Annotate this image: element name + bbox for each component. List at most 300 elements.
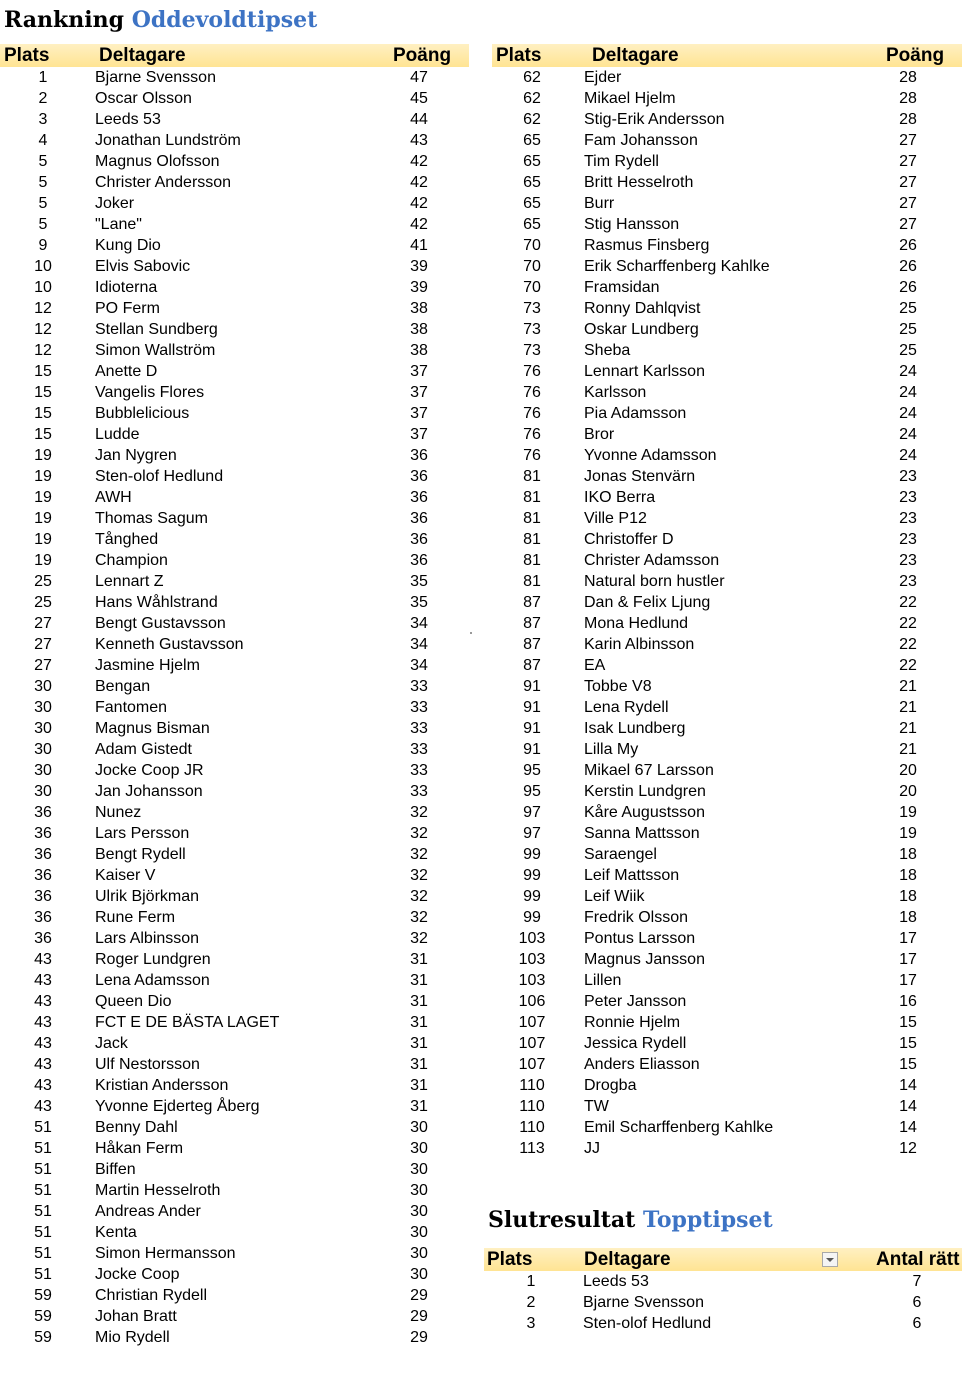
- participant-cell: Sten-olof Hedlund: [583, 1315, 712, 1332]
- table-row: [0, 340, 469, 361]
- points-cell: 26: [899, 279, 917, 296]
- rank-cell: 81: [523, 552, 541, 569]
- rank-cell: 9: [38, 237, 48, 254]
- table-row: [0, 361, 469, 382]
- rank-cell: 36: [34, 888, 52, 905]
- table-row: [0, 319, 469, 340]
- rank-cell: 15: [34, 384, 52, 401]
- rank-cell: 5: [38, 195, 48, 212]
- participant-cell: Lennart Karlsson: [584, 363, 705, 380]
- points-cell: 42: [410, 174, 428, 191]
- rank-cell: 3: [526, 1315, 536, 1332]
- table-row: [484, 1271, 962, 1292]
- rank-cell: 103: [518, 951, 546, 968]
- points-cell: 25: [899, 321, 917, 338]
- participant-cell: Lillen: [584, 972, 622, 989]
- table-row: [492, 571, 962, 592]
- participant-cell: Tim Rydell: [584, 153, 659, 170]
- points-cell: 15: [899, 1056, 917, 1073]
- points-cell: 36: [410, 468, 428, 485]
- rank-cell: 99: [523, 888, 541, 905]
- rank-cell: 73: [523, 300, 541, 317]
- participant-cell: Nunez: [95, 804, 142, 821]
- participant-cell: Jack: [95, 1035, 128, 1052]
- participant-cell: Jocke Coop JR: [95, 762, 204, 779]
- participant-cell: AWH: [95, 489, 132, 506]
- participant-cell: Lena Adamsson: [95, 972, 210, 989]
- table-row: [0, 886, 469, 907]
- table-row: [492, 256, 962, 277]
- participant-cell: Mona Hedlund: [584, 615, 689, 632]
- participant-cell: Jonas Stenvärn: [584, 468, 696, 485]
- rank-cell: 81: [523, 531, 541, 548]
- points-cell: 26: [899, 258, 917, 275]
- participant-cell: Johan Bratt: [95, 1308, 177, 1325]
- rank-cell: 65: [523, 195, 541, 212]
- rank-cell: 70: [523, 279, 541, 296]
- points-cell: 36: [410, 531, 428, 548]
- participant-cell: Karin Albinsson: [584, 636, 695, 653]
- participant-cell: PO Ferm: [95, 300, 160, 317]
- table-row: [0, 130, 469, 151]
- rank-cell: 65: [523, 132, 541, 149]
- ranking-table-right-header: [492, 44, 962, 67]
- rank-cell: 107: [518, 1014, 546, 1031]
- rank-cell: 19: [34, 552, 52, 569]
- participant-cell: Elvis Sabovic: [95, 258, 191, 275]
- table-row: [0, 256, 469, 277]
- points-cell: 32: [410, 867, 428, 884]
- participant-cell: Kung Dio: [95, 237, 161, 254]
- points-cell: 25: [899, 342, 917, 359]
- rank-cell: 1: [526, 1273, 536, 1290]
- participant-cell: Fantomen: [95, 699, 168, 716]
- points-cell: 21: [899, 678, 917, 695]
- participant-cell: JJ: [584, 1140, 600, 1157]
- header-deltagare: Deltagare: [592, 45, 679, 66]
- table-row: [492, 172, 962, 193]
- points-cell: 20: [899, 762, 917, 779]
- table-row: [0, 949, 469, 970]
- rank-cell: 81: [523, 489, 541, 506]
- points-cell: 14: [899, 1077, 917, 1094]
- points-cell: 30: [410, 1161, 428, 1178]
- rank-cell: 36: [34, 846, 52, 863]
- participant-cell: Magnus Bisman: [95, 720, 210, 737]
- rank-cell: 1: [38, 69, 48, 86]
- header-plats: Plats: [496, 45, 542, 66]
- rank-cell: 76: [523, 363, 541, 380]
- participant-cell: Ejder: [584, 69, 622, 86]
- participant-cell: Ulf Nestorsson: [95, 1056, 200, 1073]
- table-row: [492, 550, 962, 571]
- points-cell: 29: [410, 1287, 428, 1304]
- table-row: [492, 739, 962, 760]
- participant-cell: Isak Lundberg: [584, 720, 686, 737]
- table-row: [0, 676, 469, 697]
- points-cell: 27: [899, 132, 917, 149]
- table-row: [0, 760, 469, 781]
- participant-cell: Bror: [584, 426, 615, 443]
- points-cell: 23: [899, 510, 917, 527]
- participant-cell: Champion: [95, 552, 168, 569]
- points-cell: 34: [410, 657, 428, 674]
- participant-cell: Mikael 67 Larsson: [584, 762, 714, 779]
- header-antal-ratt: Antal rätt: [876, 1249, 960, 1270]
- table-row: [492, 529, 962, 550]
- points-cell: 33: [410, 762, 428, 779]
- table-row: [492, 298, 962, 319]
- rank-cell: 2: [526, 1294, 536, 1311]
- points-cell: 21: [899, 699, 917, 716]
- points-cell: 32: [410, 825, 428, 842]
- table-row: [492, 1054, 962, 1075]
- rank-cell: 110: [519, 1119, 545, 1136]
- table-row: [492, 445, 962, 466]
- rank-cell: 51: [34, 1203, 52, 1220]
- points-cell: 33: [410, 699, 428, 716]
- table-row: [0, 508, 469, 529]
- participant-cell: Jonathan Lundström: [95, 132, 241, 149]
- participant-cell: Andreas Ander: [95, 1203, 201, 1220]
- topptipset-title: [488, 1206, 773, 1234]
- participant-cell: Saraengel: [584, 846, 657, 863]
- rank-cell: 62: [523, 111, 541, 128]
- points-cell: 14: [899, 1098, 917, 1115]
- table-row: [492, 151, 962, 172]
- table-row: [492, 109, 962, 130]
- participant-cell: Hans Wåhlstrand: [95, 594, 218, 611]
- table-row: [0, 172, 469, 193]
- table-row: [492, 697, 962, 718]
- points-cell: 39: [410, 258, 428, 275]
- participant-cell: Dan & Felix Ljung: [584, 594, 711, 611]
- rank-cell: 107: [518, 1035, 546, 1052]
- rank-cell: 62: [523, 69, 541, 86]
- table-row: [484, 1292, 962, 1313]
- participant-cell: Håkan Ferm: [95, 1140, 184, 1157]
- table-row: [0, 970, 469, 991]
- table-row: [0, 403, 469, 424]
- points-cell: 30: [410, 1140, 428, 1157]
- table-row: [0, 1264, 469, 1285]
- table-row: [0, 718, 469, 739]
- table-row: [492, 319, 962, 340]
- rank-cell: 73: [523, 342, 541, 359]
- rank-cell: 59: [34, 1308, 52, 1325]
- points-cell: 41: [410, 237, 428, 254]
- participant-cell: Peter Jansson: [584, 993, 687, 1010]
- table-row: [492, 214, 962, 235]
- table-row: [0, 571, 469, 592]
- rank-cell: 43: [34, 1077, 52, 1094]
- table-row: [492, 718, 962, 739]
- participant-cell: Magnus Jansson: [584, 951, 705, 968]
- points-cell: 32: [410, 846, 428, 863]
- rank-cell: 65: [523, 216, 541, 233]
- participant-cell: Stig Hansson: [584, 216, 680, 233]
- participant-cell: Simon Hermansson: [95, 1245, 236, 1262]
- participant-cell: Rune Ferm: [95, 909, 176, 926]
- table-row: [492, 1033, 962, 1054]
- participant-cell: Yvonne Ejderteg Åberg: [95, 1098, 260, 1115]
- table-row: [492, 466, 962, 487]
- table-row: [0, 151, 469, 172]
- rank-cell: 15: [34, 405, 52, 422]
- rank-cell: 36: [34, 909, 52, 926]
- participant-cell: Fredrik Olsson: [584, 909, 689, 926]
- points-cell: 31: [410, 1077, 428, 1094]
- points-cell: 28: [899, 111, 917, 128]
- rank-cell: 36: [34, 930, 52, 947]
- table-row: [492, 865, 962, 886]
- rank-cell: 76: [523, 426, 541, 443]
- rank-cell: 27: [34, 657, 52, 674]
- table-row: [0, 928, 469, 949]
- participant-cell: Joker: [95, 195, 135, 212]
- points-cell: 23: [899, 468, 917, 485]
- participant-cell: Bubblelicious: [95, 405, 190, 422]
- rank-cell: 113: [519, 1140, 545, 1157]
- points-cell: 15: [899, 1035, 917, 1052]
- topptipset-title-prefix: Slutresultat: [488, 1207, 636, 1233]
- rank-cell: 97: [523, 804, 541, 821]
- points-cell: 7: [912, 1273, 922, 1290]
- participant-cell: Christoffer D: [584, 531, 674, 548]
- rank-cell: 43: [34, 993, 52, 1010]
- points-cell: 22: [899, 615, 917, 632]
- participant-cell: Anders Eliasson: [584, 1056, 700, 1073]
- points-cell: 31: [410, 972, 428, 989]
- rank-cell: 51: [34, 1224, 52, 1241]
- rank-cell: 30: [34, 762, 52, 779]
- rank-cell: 43: [34, 1035, 52, 1052]
- participant-cell: Sheba: [584, 342, 631, 359]
- points-cell: 30: [410, 1266, 428, 1283]
- points-cell: 39: [410, 279, 428, 296]
- filter-dropdown-button[interactable]: [822, 1252, 838, 1267]
- participant-cell: Oskar Lundberg: [584, 321, 699, 338]
- table-row: [0, 907, 469, 928]
- points-cell: 24: [899, 447, 917, 464]
- points-cell: 24: [899, 426, 917, 443]
- points-cell: 30: [410, 1203, 428, 1220]
- participant-cell: Ludde: [95, 426, 140, 443]
- points-cell: 17: [899, 930, 917, 947]
- page-title: [4, 6, 317, 34]
- participant-cell: Anette D: [95, 363, 158, 380]
- table-row: [0, 1117, 469, 1138]
- participant-cell: Christian Rydell: [95, 1287, 208, 1304]
- participant-cell: Martin Hesselroth: [95, 1182, 221, 1199]
- rank-cell: 103: [518, 930, 546, 947]
- rank-cell: 5: [38, 216, 48, 233]
- participant-cell: Pontus Larsson: [584, 930, 696, 947]
- participant-cell: Lars Persson: [95, 825, 190, 842]
- points-cell: 14: [899, 1119, 917, 1136]
- rank-cell: 91: [523, 678, 541, 695]
- points-cell: 29: [410, 1308, 428, 1325]
- rank-cell: 59: [34, 1287, 52, 1304]
- participant-cell: Stig-Erik Andersson: [584, 111, 725, 128]
- rank-cell: 19: [34, 531, 52, 548]
- table-row: [0, 1222, 469, 1243]
- table-row: [492, 1012, 962, 1033]
- participant-cell: Kenta: [95, 1224, 137, 1241]
- participant-cell: Jan Nygren: [95, 447, 177, 464]
- table-row: [492, 424, 962, 445]
- participant-cell: Jessica Rydell: [584, 1035, 687, 1052]
- points-cell: 27: [899, 174, 917, 191]
- participant-cell: Natural born hustler: [584, 573, 725, 590]
- points-cell: 30: [410, 1245, 428, 1262]
- table-row: [0, 613, 469, 634]
- rank-cell: 25: [34, 573, 52, 590]
- table-row: [484, 1313, 962, 1334]
- points-cell: 32: [410, 888, 428, 905]
- participant-cell: Rasmus Finsberg: [584, 237, 710, 254]
- table-row: [0, 592, 469, 613]
- table-row: [492, 382, 962, 403]
- rank-cell: 4: [38, 132, 48, 149]
- table-row: [492, 886, 962, 907]
- rank-cell: 110: [519, 1077, 545, 1094]
- table-row: [0, 235, 469, 256]
- participant-cell: Kerstin Lundgren: [584, 783, 706, 800]
- rank-cell: 36: [34, 867, 52, 884]
- rank-cell: 65: [523, 174, 541, 191]
- points-cell: 18: [899, 909, 917, 926]
- points-cell: 31: [410, 1014, 428, 1031]
- table-row: [0, 1138, 469, 1159]
- participant-cell: Magnus Olofsson: [95, 153, 220, 170]
- header-deltagare: Deltagare: [584, 1249, 671, 1270]
- points-cell: 19: [899, 804, 917, 821]
- participant-cell: Tånghed: [95, 531, 159, 548]
- participant-cell: Stellan Sundberg: [95, 321, 218, 338]
- header-plats: Plats: [487, 1249, 533, 1270]
- participant-cell: Drogba: [584, 1077, 637, 1094]
- page-title-prefix: Rankning: [4, 7, 125, 33]
- table-row: [0, 298, 469, 319]
- participant-cell: Idioterna: [95, 279, 158, 296]
- header-deltagare: Deltagare: [99, 45, 186, 66]
- rank-cell: 30: [34, 699, 52, 716]
- table-row: [0, 424, 469, 445]
- table-row: [0, 1096, 469, 1117]
- points-cell: 32: [410, 804, 428, 821]
- rank-cell: 19: [34, 447, 52, 464]
- points-cell: 31: [410, 1056, 428, 1073]
- table-row: [492, 193, 962, 214]
- table-row: [0, 193, 469, 214]
- rank-cell: 25: [34, 594, 52, 611]
- table-row: [492, 1075, 962, 1096]
- participant-cell: Kaiser V: [95, 867, 156, 884]
- table-row: [0, 1327, 469, 1348]
- header-poang: Poäng: [393, 45, 452, 66]
- participant-cell: Lars Albinsson: [95, 930, 200, 947]
- participant-cell: Bengt Rydell: [95, 846, 186, 863]
- table-row: [0, 445, 469, 466]
- table-row: [492, 949, 962, 970]
- table-row: [492, 928, 962, 949]
- table-row: [0, 1243, 469, 1264]
- points-cell: 43: [410, 132, 428, 149]
- participant-cell: Lennart Z: [95, 573, 164, 590]
- rank-cell: 30: [34, 678, 52, 695]
- table-row: [0, 1180, 469, 1201]
- rank-cell: 81: [523, 573, 541, 590]
- points-cell: 27: [899, 216, 917, 233]
- table-row: [0, 634, 469, 655]
- rank-cell: 30: [34, 783, 52, 800]
- table-row: [492, 277, 962, 298]
- table-row: [492, 235, 962, 256]
- table-row: [0, 1054, 469, 1075]
- rank-cell: 106: [518, 993, 546, 1010]
- participant-cell: Roger Lundgren: [95, 951, 211, 968]
- participant-cell: Lilla My: [584, 741, 639, 758]
- table-row: [0, 1306, 469, 1327]
- points-cell: 38: [410, 342, 428, 359]
- rank-cell: 30: [34, 720, 52, 737]
- rank-cell: 103: [518, 972, 546, 989]
- participant-cell: Adam Gistedt: [95, 741, 192, 758]
- rank-cell: 43: [34, 1014, 52, 1031]
- rank-cell: 51: [34, 1161, 52, 1178]
- participant-cell: Pia Adamsson: [584, 405, 687, 422]
- participant-cell: Thomas Sagum: [95, 510, 208, 527]
- rank-cell: 12: [34, 300, 52, 317]
- points-cell: 35: [410, 594, 428, 611]
- rank-cell: 51: [34, 1245, 52, 1262]
- participant-cell: Ronny Dahlqvist: [584, 300, 701, 317]
- rank-cell: 99: [523, 867, 541, 884]
- table-row: [492, 1096, 962, 1117]
- participant-cell: Kåre Augustsson: [584, 804, 705, 821]
- rank-cell: 10: [34, 258, 52, 275]
- rank-cell: 15: [34, 426, 52, 443]
- table-row: [492, 655, 962, 676]
- rank-cell: 36: [34, 825, 52, 842]
- rank-cell: 87: [523, 615, 541, 632]
- points-cell: 23: [899, 552, 917, 569]
- participant-cell: Burr: [584, 195, 615, 212]
- table-row: [492, 781, 962, 802]
- participant-cell: Sten-olof Hedlund: [95, 468, 224, 485]
- points-cell: 24: [899, 363, 917, 380]
- points-cell: 37: [410, 363, 428, 380]
- rank-cell: 59: [34, 1329, 52, 1346]
- rank-cell: 19: [34, 489, 52, 506]
- participant-cell: Tobbe V8: [584, 678, 652, 695]
- rank-cell: 97: [523, 825, 541, 842]
- participant-cell: Leif Mattsson: [584, 867, 680, 884]
- table-row: [492, 403, 962, 424]
- table-row: [492, 844, 962, 865]
- table-row: [492, 991, 962, 1012]
- points-cell: 23: [899, 573, 917, 590]
- ranking-table-left: [0, 44, 469, 1348]
- rank-cell: 99: [523, 846, 541, 863]
- rank-cell: 43: [34, 951, 52, 968]
- rank-cell: 87: [523, 594, 541, 611]
- points-cell: 15: [899, 1014, 917, 1031]
- table-row: [0, 487, 469, 508]
- rank-cell: 76: [523, 384, 541, 401]
- rank-cell: 43: [34, 1098, 52, 1115]
